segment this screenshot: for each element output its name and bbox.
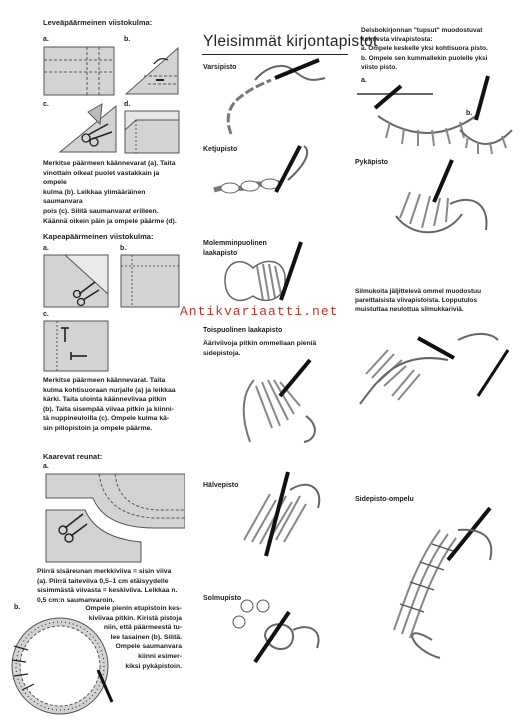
wide-corner-illustration-a [43, 46, 115, 96]
curved-edge-illustration-a [45, 468, 185, 564]
satin-stitch-illustration [215, 240, 335, 314]
curved-label-b: b. [14, 604, 21, 611]
stitch-name-solmupisto: Solmupisto [203, 595, 242, 602]
wide-corner-illustration-b [124, 46, 180, 96]
delsbo-illustration-b [458, 70, 514, 160]
wide-label-a: a. [43, 36, 49, 43]
narrow-label-b: b. [120, 245, 127, 252]
title-underline [202, 54, 348, 55]
wide-corner-illustration-c [52, 102, 118, 154]
narrow-corner-illustration-c [43, 320, 109, 372]
delsbo-text: Delsbokirjonnan "tupsut" muodostuvat kolmesta viivapistosta: a. Ompele keskelle yksi kohtisuora pisto. b. Ompele sen kummallekin puolelle yksi viisto pisto. [361, 27, 488, 71]
french-knot-illustration [225, 590, 340, 670]
wide-corner-heading: Leveäpäärmeinen viistokulma: [43, 18, 153, 27]
curved-edges-text-2: Ompele pienin etupistoin kes- kiviivaa pitkin. Kiristä pistoja niin, että päärmeestä tu- lee tasainen (b). Silitä. Ompele saumanvara kiinni esimer- kiksi pykäpistoin. [85, 605, 182, 670]
loop-stitch-illustration [358, 320, 516, 420]
stem-stitch-illustration [215, 58, 340, 138]
delsbo-label-b: b. [466, 110, 473, 117]
loop-stitch-text: Silmukoita jäljittelevä ommel muodostuu pareittaisista viivapistoista. Lopputulos muistuttaa neulottua silmukkariviä. [355, 288, 482, 314]
narrow-label-a: a. [43, 245, 49, 252]
wide-corner-text: Merkitse päärmeen käännevarat (a). Taita vinottain oikeat puolet vastakkain ja ompele kulma (b). Leikkaa ylimääräinen saumanvara pois (c). Silitä saumanvarat erilleen. Käännä oikein päin ja ompele päärme (d). [43, 160, 177, 225]
curved-edges-heading: Kaarevat reunat: [43, 452, 103, 461]
narrow-label-c: c. [43, 311, 49, 318]
curved-label-a: a. [43, 463, 49, 470]
stitch-name-molemminpuolinen: Molemminpuolinen laakapisto [203, 240, 267, 257]
stitch-desc-toispuolinen: Ääriviivoja pitkin ommellaan pieniä sidepistoja. [203, 340, 317, 357]
stitch-name-pykapisto: Pykäpisto [355, 159, 389, 166]
narrow-corner-heading: Kapeapäärmeinen viistokulma: [43, 232, 154, 241]
curved-edges-text: Piirrä sisäreunan merkkiviiva = sisin viiva (a). Piirrä taiteviiva 0,5–1 cm etäisyydelle sisimmästä viivasta = keskiviiva. Leikkaa n. 0,5 cm:n saumanvaroin. [37, 568, 178, 604]
watermark-text: Antikvariaatti.net [180, 304, 339, 319]
buttonhole-stitch-illustration [390, 158, 500, 248]
stitch-name-toispuolinen: Toispuolinen laakapisto [203, 327, 283, 334]
stitch-name-varsipisto: Varsipisto [203, 64, 237, 71]
wide-label-b: b. [124, 36, 131, 43]
delsbo-label-a: a. [361, 77, 367, 84]
stitch-name-sidepisto: Sidepisto-ompelu [355, 496, 414, 503]
couching-stitch-illustration [380, 500, 510, 660]
stitch-name-halvepisto: Hälvepisto [203, 482, 239, 489]
wide-corner-illustration-d [124, 110, 180, 154]
padded-satin-stitch-illustration [230, 356, 340, 446]
chain-stitch-illustration [208, 140, 338, 210]
stitch-name-ketjupisto: Ketjupisto [203, 146, 238, 153]
page-title: Yleisimmät kirjontapistot [203, 33, 378, 50]
narrow-corner-illustration-b [120, 254, 180, 308]
narrow-corner-illustration-a [43, 254, 109, 308]
wide-label-d: d. [124, 101, 131, 108]
long-short-stitch-illustration [230, 470, 340, 560]
narrow-corner-text: Merkitse päärmeen käännevarat. Taita kulma kohtisuoraan nurjalle (a) ja leikkaa kärki. Taita ulointa käänneviivaa pitkin (b). Taita sisempää viivaa pitkin ja kiinni- tä nuppineuloilla (c). Ompele kulma kä- sin pillopistoin ja ompele päärme. [43, 377, 176, 432]
wide-label-c: c. [43, 101, 49, 108]
